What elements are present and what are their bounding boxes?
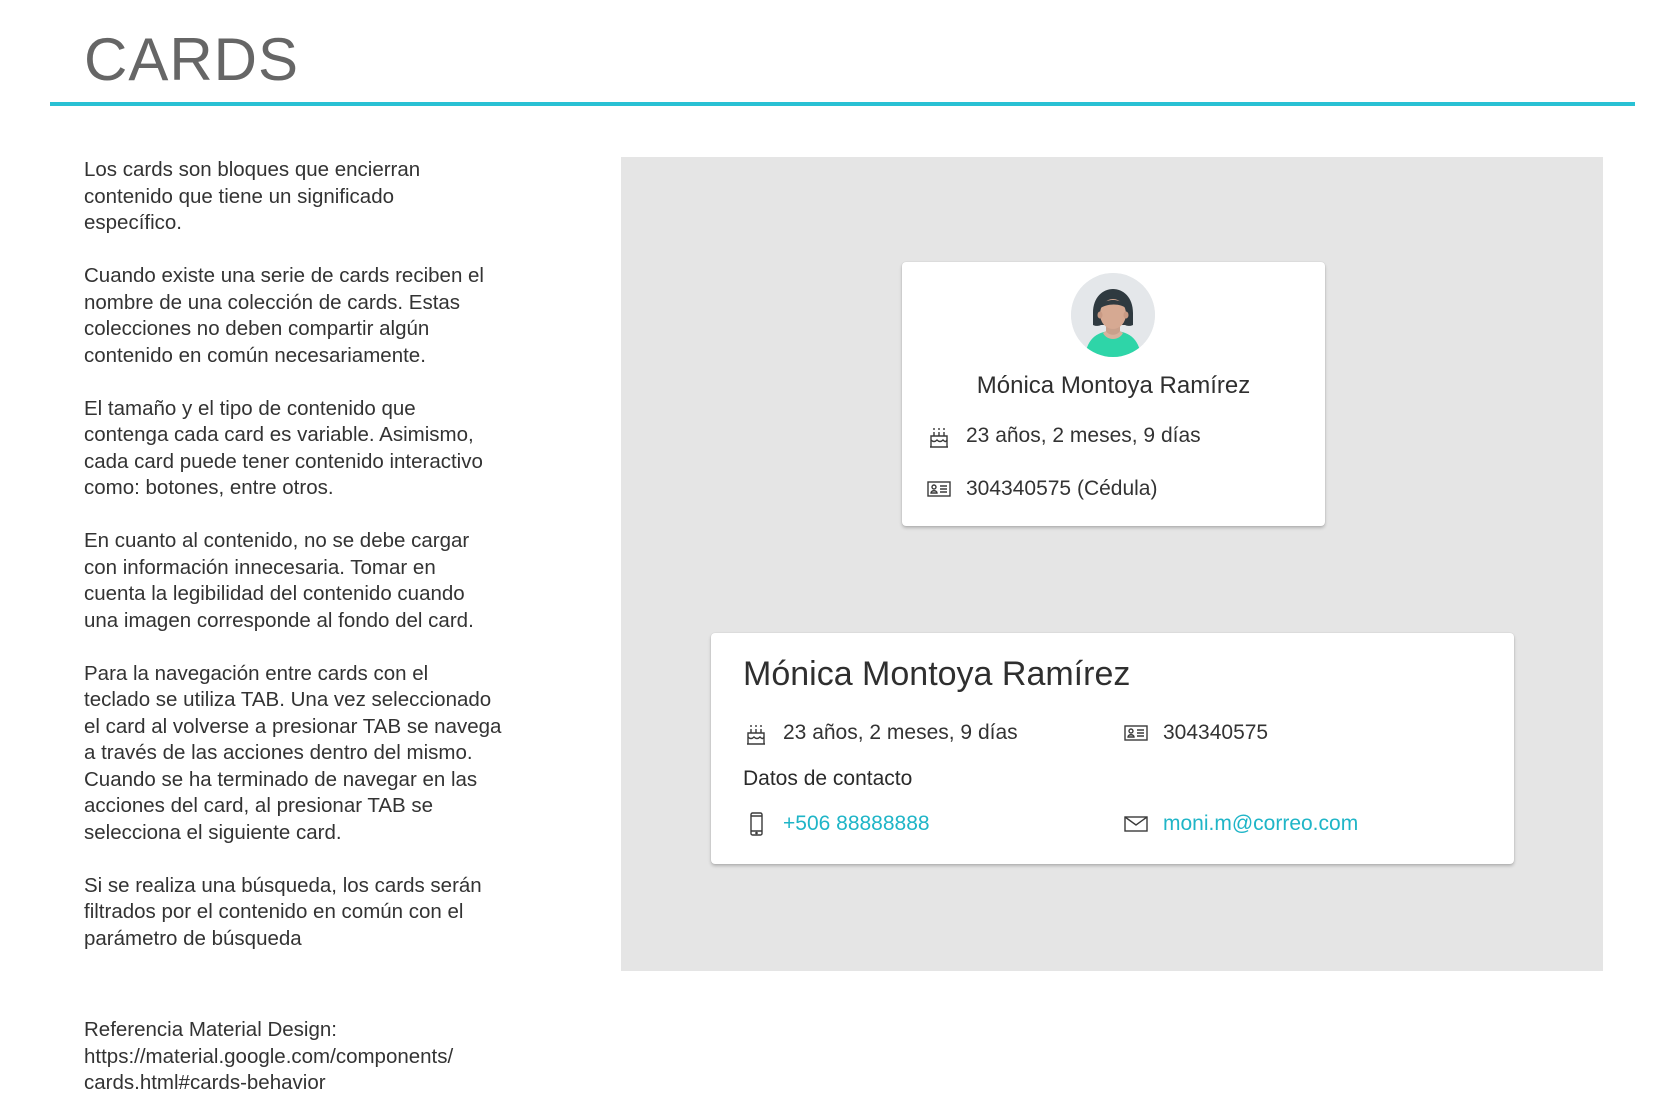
avatar [1071,273,1155,357]
birthday-cake-icon [926,423,952,449]
material-design-reference: Referencia Material Design: https://material.google.com/components/ cards.html#cards-behavior [84,1018,454,1094]
description-text [84,157,544,979]
email-link[interactable]: moni.m@correo.com [1163,812,1359,835]
description-paragraph: El tamaño y el tipo de contenido que contenga cada card es variable. Asimismo, cada card puede tener contenido interactivo como: botones, entre otros. [84,396,483,499]
id-card-icon [1123,720,1149,746]
description-paragraph: En cuanto al contenido, no se debe cargar con información innecesaria. Tomar en cuenta la legibilidad del contenido cuando una imagen corresponde al fondo del card. [84,529,474,632]
contact-heading: Datos de contacto [743,767,913,790]
page-title: CARDS [84,26,300,93]
envelope-icon [1123,811,1149,837]
profile-card-vertical[interactable] [902,262,1325,526]
description-paragraph: Los cards son bloques que encierran contenido que tiene un significado específico. [84,158,421,234]
age-row [743,720,1018,746]
age-text: 23 años, 2 meses, 9 días [783,721,1018,744]
avatar-person-icon [1071,273,1155,357]
phone-link[interactable]: +506 88888888 [783,812,930,835]
demo-panel [621,157,1603,971]
birthday-cake-icon [743,720,769,746]
description-paragraph: Si se realiza una búsqueda, los cards serán filtrados por el contenido en común con el parámetro de búsqueda [84,873,482,950]
age-text: 23 años, 2 meses, 9 días [966,424,1201,447]
phone-row [743,811,930,837]
profile-card-horizontal[interactable] [711,633,1514,864]
person-name: Mónica Montoya Ramírez [743,655,1131,693]
title-divider [50,102,1635,106]
age-row [926,423,1201,449]
id-row [1123,720,1268,746]
description-paragraph: Para la navegación entre cards con el teclado se utiliza TAB. Una vez seleccionado el card al volverse a presionar TAB se navega a través de las acciones dentro del mismo. Cuando se ha terminado de navegar en las acciones del card, al presionar TAB se selecciona el siguiente card. [84,661,502,844]
person-name: Mónica Montoya Ramírez [976,372,1251,399]
id-text: 304340575 (Cédula) [966,477,1158,500]
id-row [926,476,1157,502]
mobile-phone-icon [743,811,769,837]
description-paragraph: Cuando existe una serie de cards reciben el nombre de una colección de cards. Estas colecciones no deben compartir algún contenido en común necesariamente. [84,264,484,367]
email-row [1123,811,1358,837]
id-text: 304340575 [1163,721,1269,744]
id-card-icon [926,476,952,502]
